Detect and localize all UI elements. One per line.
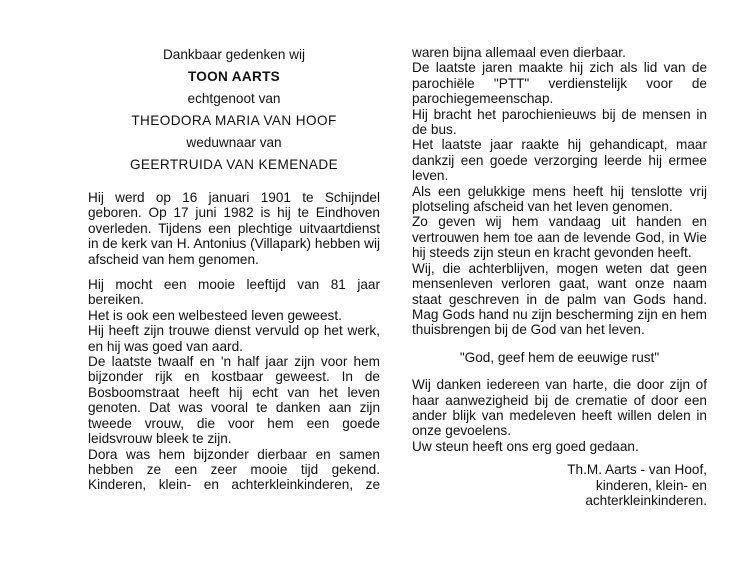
paragraph-work: Hij heeft zijn trouwe dienst vervuld op het werk, en hij was goed van aard. [88,323,380,354]
paragraph-handicap: Het laatste jaar raakte hij gehandicapt, maar dankzij een goede verzorging leerde hij ermee leven. [412,137,707,184]
paragraph-birth-death: Hij werd op 16 januari 1901 te Schijndel geboren. Op 17 juni 1982 is hij te Eindhoven overleden. Tijdens een plechtige uitvaartdienst in de kerk van H. Antonius (Villapark) hebben wij afscheid van hem genomen. [88,190,380,267]
left-column [88,44,380,493]
signature-block [412,462,707,508]
paragraph-last-years: De laatste twaalf en 'n half jaar zijn voor hem bijzonder rijk en kostbaar geweest. In de Bosboomstraat heeft hij echt van het leven genoten. Dat was vooral te danken aan zijn tweede vrouw, die voor hem een goede leidsvrouw bleek te zijn. [88,354,380,447]
spouse-label: echtgenoot van [187,91,281,106]
paragraph-dear: waren bijna allemaal even dierbaar. [412,45,626,60]
paragraph-news: Hij bracht het parochienieuws bij de mensen in de bus. [412,106,707,138]
paragraph-entrust: Zo geven wij hem vandaag uit handen en vertrouwen hem toe aan de levende God, in Wie hij steeds zijn steun en kracht gevonden heeft. [412,214,707,261]
late-spouse-name: GEERTRUIDA VAN KEMENADE [129,157,339,172]
widower-label: weduwnaar van [186,135,282,150]
paragraph-ptt: De laatste jaren maakte hij zich als lid van de parochiële "PTT" verdienstelijk voor de parochiegemeenschap. [412,60,707,107]
paragraph-thanks: Wij danken iedereen van harte, die door zijn of haar aanwezigheid bij de crematie of door een ander blijk van medeleven heeft willen delen in onze gevoelens. [412,377,707,439]
paragraph-faith: Wij, die achterblijven, mogen weten dat geen mensenleven verloren gaat, want onze naam staat geschreven in de palm van Gods hand. Mag Gods hand nu zijn bescherming zijn en hem thuisbrengen bij de God van het leven. [412,260,707,338]
paragraph-farewell: Als een gelukkige mens heeft hij tenslotte vrij plotseling afscheid van het leven genomen. [412,183,707,215]
signature-line-2: kinderen, klein- en [595,477,707,493]
paragraph-support: Uw steun heeft ons erg goed gedaan. [412,438,639,454]
signature-line-3: achterkleinkinderen. [585,492,707,508]
intro-text: Dankbaar gedenken wij [162,47,306,62]
paragraph-dora: Dora was hem bijzonder dierbaar en samen hebben ze een zeer mooie tijd gekend. Kinderen, klein- en achterkleinkinderen, ze [88,446,380,493]
deceased-name: TOON AARTS [187,69,281,84]
paragraph-age: Hij mocht een mooie leeftijd van 81 jaar bereiken. [88,277,380,308]
spouse-name: THEODORA MARIA VAN HOOF [131,113,337,128]
right-column [412,45,707,508]
signature-line-1: Th.M. Aarts - van Hoof, [567,462,707,478]
paragraph-life: Het is ook een welbesteed leven geweest. [88,307,342,323]
closing-prayer: "God, geef hem de eeuwige rust" [459,349,660,365]
